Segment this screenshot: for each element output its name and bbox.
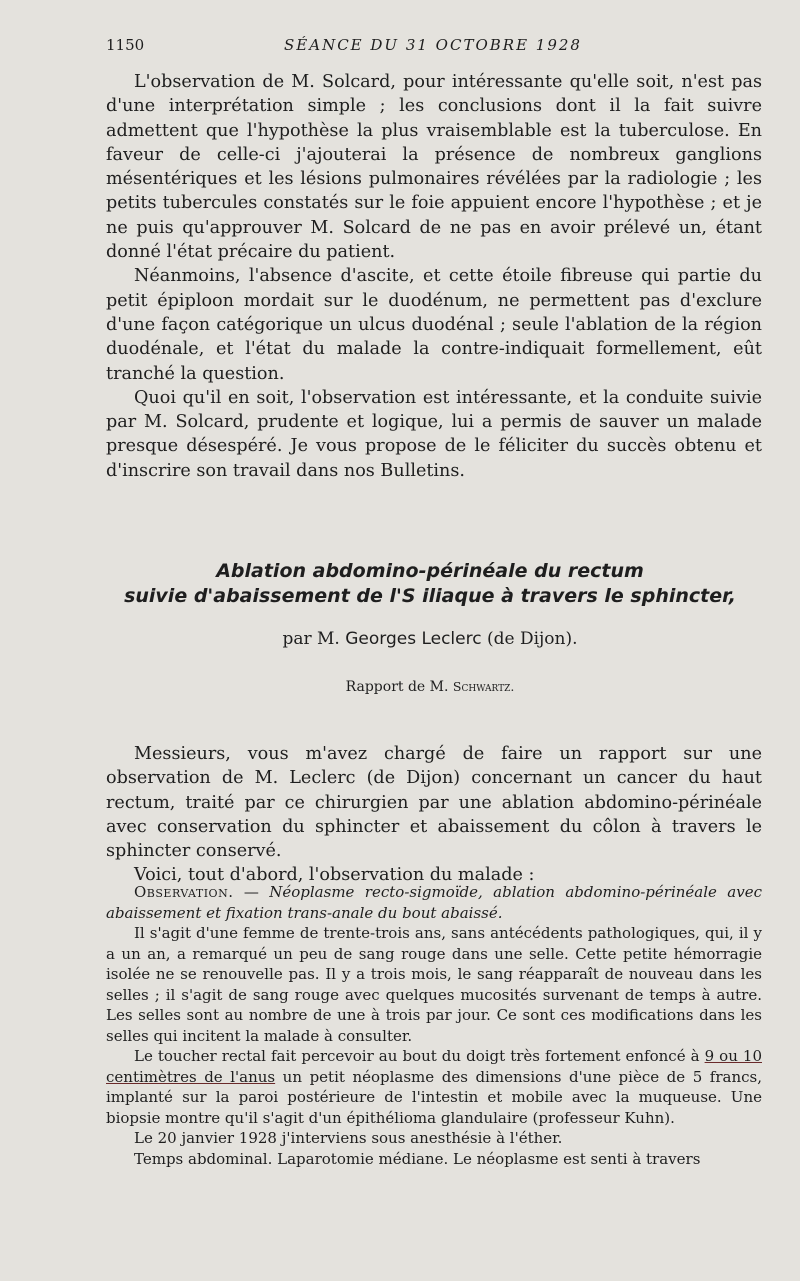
author-name: Georges Leclerc <box>345 629 482 649</box>
text-segment: un petit néoplasme des dimensions d'une pièce de 5 francs, implanté sur la paroi postérieure de l'intestin et mobile avec la muqueuse. Une biopsie montre qu'il s'agit d'un épithélioma glandulaire (professeur Kuhn). <box>106 1067 762 1127</box>
paragraph: Le 20 janvier 1928 j'interviens sous anesthésie à l'éther. <box>134 1129 563 1147</box>
reporter-name: Schwartz. <box>452 679 515 694</box>
paragraph: Il s'agit d'une femme de trente-trois ans, sans antécédents pathologiques, qui, il y a un an, a remarqué un peu de sang rouge dans une selle. Cette petite hémorragie isolée ne se renouvelle pas. Il y a trois mois, le sang réapparaît de nouveau dans les selles ; il s'agit de sang rouge avec quelques mucosités survenant de temps à autre. Les selles sont au nombre de une à trois par jour. Ce sont ces modifications dans les selles qui incitent la malade à consulter. <box>106 924 762 1045</box>
article-title <box>90 559 770 609</box>
observation-dash: — <box>233 883 270 901</box>
author-prefix: par M. <box>282 629 340 649</box>
observation-section <box>106 882 762 1169</box>
paragraph: Néanmoins, l'absence d'ascite, et cette étoile fibreuse qui partie du petit épiploon mordait sur le duodénum, ne permettent pas d'exclure d'une façon catégorique un ulcus duodénal ; seule l'ablation de la région duodénale, et l'état du malade la contre-indiquait formellement, eût tranché la question. <box>106 266 762 384</box>
text-segment: Le toucher rectal fait percevoir au bout du doigt très fortement enfoncé à <box>134 1047 705 1065</box>
running-title: SÉANCE DU 31 OCTOBRE 1928 <box>284 36 582 54</box>
paragraph: Messieurs, vous m'avez chargé de faire un rapport sur une observation de M. Leclerc (de Dijon) concernant un cancer du haut rectum, traité par ce chirurgien par une ablation abdomino-périnéale avec conservation du sphincter et abaissement du côlon à travers le sphincter conservé. <box>106 744 762 862</box>
paragraph: Voici, tout d'abord, l'observation du malade : <box>134 865 535 886</box>
author-place: (de Dijon). <box>486 629 578 649</box>
paragraph: L'observation de M. Solcard, pour intéressante qu'elle soit, n'est pas d'une interprétation simple ; les conclusions dont il la fait suivre admettent que l'hypothèse la plus vraisemblable est la tuberculose. En faveur de celle-ci j'ajouterai la présence de nombreux ganglions mésentériques et les lésions pulmonaires révélées par la radiologie ; les petits tubercules constatés sur le foie appuient encore l'hypothèse ; et je ne puis qu'approuver M. Solcard de ne pas en avoir prélevé un, étant donné l'état précaire du patient. <box>106 72 762 263</box>
report-prefix: Rapport de M. <box>345 679 449 695</box>
underlined-annotation: 9 ou 10 centimètres de l'anus <box>106 1047 762 1086</box>
article-title-line: Ablation abdomino-périnéale du rectum <box>216 560 644 582</box>
report-byline <box>90 679 770 695</box>
page-number: 1150 <box>106 36 145 54</box>
observation-heading <box>106 882 762 923</box>
report-intro-text <box>106 742 762 888</box>
report-conclusion-text <box>106 70 762 483</box>
article-author <box>90 629 770 649</box>
page-header <box>106 36 760 60</box>
paragraph <box>106 1046 762 1128</box>
paragraph: Temps abdominal. Laparotomie médiane. Le néoplasme est senti à travers <box>134 1149 701 1168</box>
article-title-line: suivie d'abaissement de l'S iliaque à travers le sphincter, <box>124 585 736 607</box>
paragraph: Quoi qu'il en soit, l'observation est intéressante, et la conduite suivie par M. Solcard, prudente et logique, lui a permis de sauver un malade presque désespéré. Je vous propose de le féliciter du succès obtenu et d'inscrire son travail dans nos Bulletins. <box>106 387 762 481</box>
observation-label: Observation. <box>134 883 234 901</box>
observation-title: Néoplasme recto-sigmoïde, ablation abdomino-périnéale avec abaissement et fixation trans-anale du bout abaissé. <box>106 883 762 922</box>
